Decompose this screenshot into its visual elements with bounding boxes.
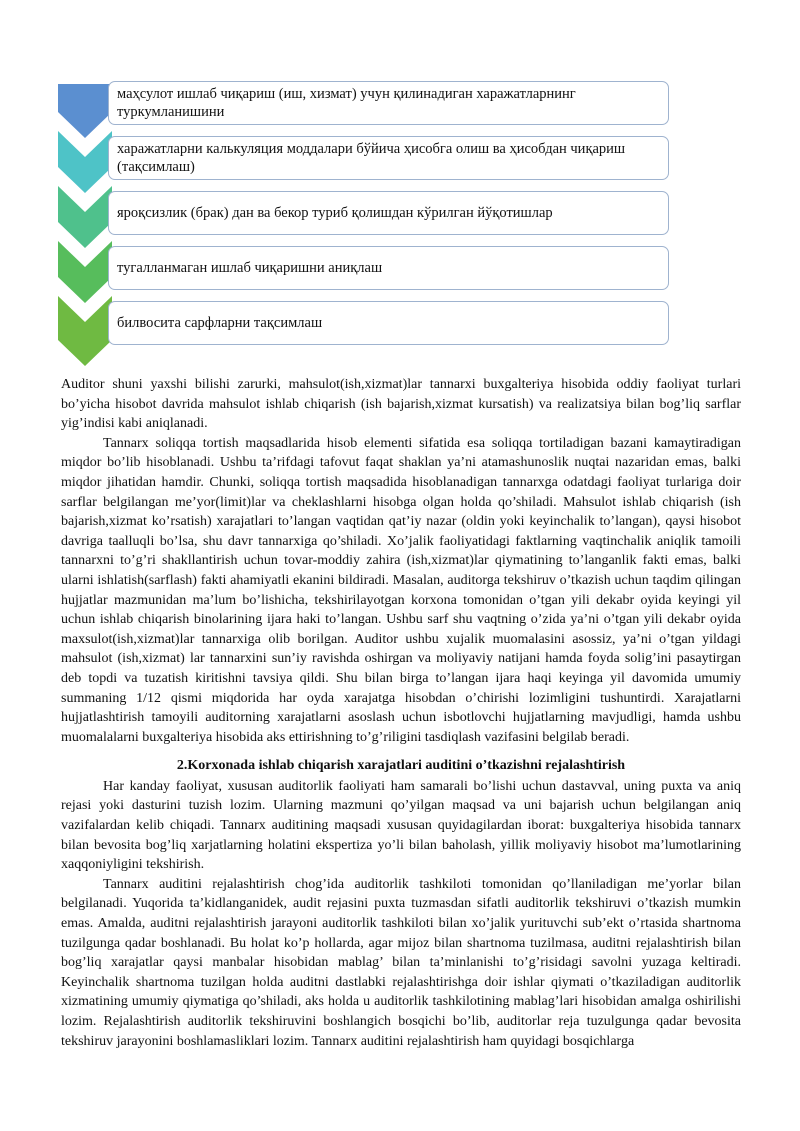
- paragraph-4: Tannarx auditini rejalashtirish chog’ida auditorlik tashkiloti tomonidan qo’llaniladigan me’yorlar bilan belgilanadi. Yuqorida ta’kidlanganidek, audit rejasini puxta tuzmasdan sifatli auditorlik tekshiruvi o’tkazish mumkin emas. Amalda, auditni rejalashtirish jarayoni auditorlik tashkiloti bilan xo’jalik yurituvchi sub’ekt o’rtasida shartnoma tuzilgunga qadar boshlanadi. Bu holat ko’p hollarda, agar mijoz bilan shartnoma tuzilmasa, auditni rejalashtirish bilan bog’liq xarajatlar qaysi manbalar hisobidan mablag’ bilan ta’minlanishi to’g’risidagi savolni yuzaga keltiradi. Keyinchalik shartnoma tuzilgan holda auditni dastlabki rejalashtirishga doir ishlar qiymati o’tkaziladigan auditorlik xizmatining umumiy qiymatiga qo’shiladi, aks holda u auditorlik tashkilotining mablag’lari hisobidan amalga oshirilishi lozim. Rejalashtirish auditorlik tekshiruvini boshlangich bosqichi bo’lib, auditorlar reja tuzulgunga qadar bevosita tekshiruv jarayonini boshlamasliklari lozim. Tannarx auditini rejalashtirish ham quyidagi bosqichlarga: [61, 876, 741, 1049]
- chevron-4: [58, 241, 112, 303]
- step-box-4: [108, 246, 669, 290]
- step-text-4: тугалланмаган ишлаб чиқаришни аниқлаш: [117, 260, 383, 276]
- step-text-5: билвосита сарфларни тақсимлаш: [117, 315, 323, 331]
- step-box-2: [108, 136, 669, 180]
- chevron-1: [58, 84, 112, 138]
- paragraph-3: Har kanday faoliyat, xususan auditorlik faoliyati ham samarali bo’lishi uchun dastavval, uning puxta va aniq rejasi yoki dasturini tuzish lozim. Ularning mazmuni qo’yilgan maqsad va uni bajarish uchun belgilangan aniq vazifalardan kelib chiqadi. Tannarx auditining maqsadi xususan quyidagilardan iborat: buxgalteriya hisobida tannarx bilan bevosita bog’liq xarjatlarning holatini ekspertiza yo’li bilan baholash, yillik moliyaviy hisobot ma’lumotlarining xaqqoniyligini tekshirish.: [61, 778, 741, 873]
- chevron-2: [58, 131, 112, 193]
- step-box-1: [108, 81, 669, 125]
- section-heading: 2.Korxonada ishlab chiqarish xarajatlari auditini o’tkazishni rejalashtirish: [176, 758, 626, 774]
- step-text-1: маҳсулот ишлаб чиқариш (иш, хизмат) учун қилинадиган харажатларнинг туркумланишини: [117, 86, 576, 120]
- chevron-3: [58, 186, 112, 248]
- step-text-2: харажатларни калькуляция моддалари бўйича ҳисобга олиш ва ҳисобдан чиқариш (тақсимлаш): [117, 141, 626, 175]
- body-text: [61, 375, 741, 1051]
- chevron-5: [58, 296, 112, 366]
- step-box-5: [108, 301, 669, 345]
- step-box-3: [108, 191, 669, 235]
- paragraph-2: Tannarx soliqqa tortish maqsadlarida hisob elementi sifatida esa soliqqa tortiladigan bazani kamaytiradigan miqdor bo’lib hisoblanadi. Ushbu ta’rifdagi tafovut faqat shaklan ya’ni atamashunoslik nuqtai nazaridan emas, balki miqdor jihatidan hamdir. Chunki, soliqqa tortish maqsadida hisoblanadigan tannarxga odatdagi faoliyat turlariga doir sarflar belgilangan me’yor(limit)lar va cheklashlarni hisobga olgan holda qo’shiladi. Mahsulot ishlab chiqarish (ish bajarish,xizmat ko’rsatish) xarajatlari to’langan vaqtidan qat’iy nazar (oldin yoki keyinchalik to’langan), qaysi hisobot davriga taalluqli bo’lsa, shu davr tannarxiga qo’shiladi. Xo’jalik faoliyatidagi faktlarning vaqtinchalik aniqlik tamoili tannarxni to’g’ri shakllantirish uchun tovar-moddiy zahira (ish,xizmat)lar qiymatining to’langanlik fakti emas, balki ularni ishlatish(sarflash) fakti ahamiyatli ekanini bildiradi. Masalan, auditorga tekshiruv o’tkazish uchun taqdim qilingan hujjatlar mazmunidan ma’lum bo’lishicha, tekshirilayotgan korxona tomonidan o’tgan yili dekabr oyida keyingi yil uchun ishlab chiqarish binolarining ijara haki to’langan. Ushbu sarf shu vaqtning o’zida ya’ni o’tgan yili dekabr oyida maxsulot(ish,xizmat)lar tannarxiga olib borilgan. Auditor ushbu xujalik muomalasini asossiz, ya’ni o’tgan yildagi mahsulot (ish,xizmat) lar tannarxini sun’iy ravishda oshirgan va moliyaviy natijani hamda foyda solig’ini pasaytirgan deb topdi va tuzatish kiritishni tavsiya qildi. Shu bilan birga to’langan ijara haqi keyinga yil davomida umumiy summaning 1/12 qismi miqdorida har oyda xarajatga hisobdan o’chirishi lozimligini tushuntirdi. Xarajatlarni hujjatlashtirish tamoyili auditorning xarajatlarni asoslash uchun isbotlovchi hujjatlarning mavjudligi, hamda ushbu muomalalarni buxgalteriya hisobida aks ettirishning to’g’riligini tasdiqlash vazifasini belgilab beradi.: [61, 435, 741, 745]
- paragraph-1: Auditor shuni yaxshi bilishi zarurki, mahsulot(ish,xizmat)lar tannarxi buxgalteriya hisobida oddiy faoliyat turlari bo’yicha hisobot davrida mahsulot ishlab chiqarish (ish bajarish,xizmat kursatish) va realizatsiya bilan bog’liq sarflar yig’indisi kabi aniqlanadi.: [61, 377, 741, 432]
- step-text-3: яроқсизлик (брак) дан ва бекор туриб қолишдан кўрилган йўқотишлар: [117, 205, 553, 221]
- process-diagram: [58, 80, 673, 370]
